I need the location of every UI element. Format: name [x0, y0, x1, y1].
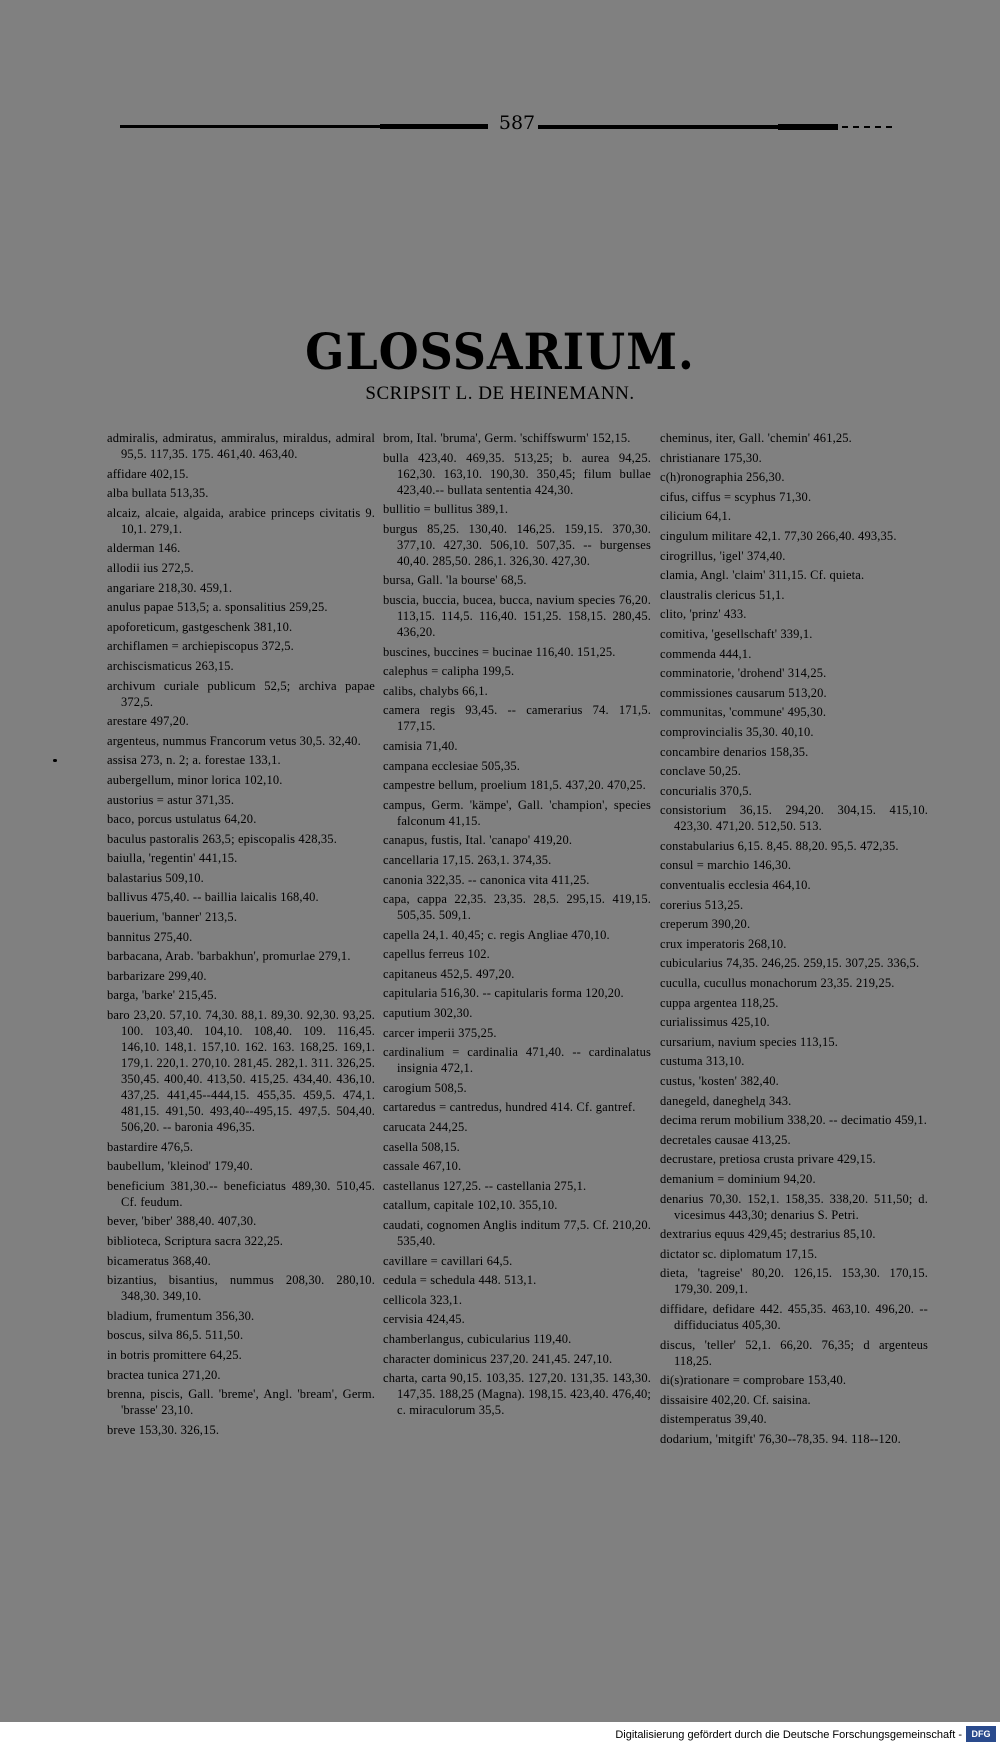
glossary-entry: christianare 175,30.: [660, 450, 762, 465]
glossary-entry: canapus, fustis, Ital. 'canapo' 419,20.: [383, 833, 573, 848]
glossary-entry: cartaredus = cantredus, hundred 414. Cf. gantref.: [383, 1100, 636, 1115]
glossary-entry: arestare 497,20.: [107, 714, 189, 729]
glossary-entry: bauerium, 'banner' 213,5.: [107, 910, 238, 925]
glossary-entry: comminatorie, 'drohend' 314,25.: [660, 666, 827, 681]
page-subtitle: SCRIPSIT L. DE HEINEMANN.: [365, 383, 635, 404]
glossary-entry: campestre bellum, proelium 181,5. 437,20. 470,25.: [383, 778, 646, 793]
glossary-entry: crux imperatoris 268,10.: [660, 936, 787, 951]
glossary-entry: barbarizare 299,40.: [107, 968, 207, 983]
glossary-entry: conclave 50,25.: [660, 764, 742, 779]
glossary-entry: brenna, piscis, Gall. 'breme', Angl. 'bream', Germ. 'brasse' 23,10.: [107, 1387, 375, 1418]
glossary-entry: bever, 'biber' 388,40. 407,30.: [107, 1214, 257, 1229]
glossary-entry: austorius = astur 371,35.: [107, 792, 235, 807]
glossary-entry: breve 153,30. 326,15.: [107, 1422, 220, 1437]
glossary-column-3: [660, 430, 928, 1451]
glossary-entry: c(h)ronographia 256,30.: [660, 470, 785, 485]
glossary-entry: baco, porcus ustulatus 64,20.: [107, 812, 257, 827]
glossary-entry: cancellaria 17,15. 263,1. 374,35.: [383, 852, 552, 867]
glossary-entry: cuculla, cucullus monachorum 23,35. 219,25.: [660, 976, 895, 991]
glossary-entry: carcer imperii 375,25.: [383, 1025, 497, 1040]
funding-notice: Digitalisierung gefördert durch die Deutsche Forschungsgemeinschaft -: [615, 1729, 962, 1741]
glossary-entry: campus, Germ. 'kämpe', Gall. 'champion', species falconum 41,15.: [383, 797, 651, 828]
glossary-entry: camisia 71,40.: [383, 738, 458, 753]
glossary-entry: communitas, 'commune' 495,30.: [660, 705, 827, 720]
glossary-entry: casella 508,15.: [383, 1139, 460, 1154]
glossary-entry: capellus ferreus 102.: [383, 947, 490, 962]
glossary-entry: diffidare, defidare 442. 455,35. 463,10. 496,20. -- diffiduciatus 405,30.: [660, 1301, 928, 1332]
glossary-entry: commenda 444,1.: [660, 646, 752, 661]
glossary-entry: charta, carta 90,15. 103,35. 127,20. 131,35. 143,30. 147,35. 188,25 (Magna). 198,15. 423,40. 476,40; c. miraculorum 35,5.: [383, 1371, 651, 1418]
glossary-entry: constabularius 6,15. 8,45. 88,20. 95,5. 472,35.: [660, 838, 899, 853]
glossary-entry: ballivus 475,40. -- baillia laicalis 168,40.: [107, 890, 319, 905]
rule-right: [538, 125, 838, 129]
glossary-entry: admiralis, admiratus, ammiralus, miraldus, admiral 95,5. 117,35. 175. 461,40. 463,40.: [107, 431, 375, 461]
glossary-entry: decima rerum mobilium 338,20. -- decimatio 459,1.: [660, 1113, 928, 1128]
page-number: 587: [498, 112, 536, 134]
glossary-entry: affidare 402,15.: [107, 466, 189, 481]
glossary-entry: balastarius 509,10.: [107, 870, 204, 885]
glossary-entry: alcaiz, alcaie, algaida, arabice princeps civitatis 9. 10,1. 279,1.: [107, 505, 375, 536]
glossary-entry: alba bullata 513,35.: [107, 486, 209, 501]
glossary-entry: consistorium 36,15. 294,20. 304,15. 415,10. 423,30. 471,20. 512,50. 513.: [660, 803, 928, 834]
glossary-entry: angariare 218,30. 459,1.: [107, 580, 233, 595]
glossary-entry: demanium = dominium 94,20.: [660, 1171, 816, 1186]
glossary-entry: cassale 467,10.: [383, 1159, 462, 1174]
glossary-entry: claustralis clericus 51,1.: [660, 587, 785, 602]
glossary-entry: alderman 146.: [107, 541, 181, 556]
glossary-entry: cirogrillus, 'igel' 374,40.: [660, 548, 786, 563]
glossary-entry: apoforeticum, gastgeschenk 381,10.: [107, 619, 293, 634]
glossary-entry: character dominicus 237,20. 241,45. 247,10.: [383, 1351, 613, 1366]
glossary-entry: di(s)rationare = comprobare 153,40.: [660, 1373, 847, 1388]
glossary-entry: bicameratus 368,40.: [107, 1253, 211, 1268]
glossary-entry: capella 24,1. 40,45; c. regis Angliae 470,10.: [383, 927, 610, 942]
glossary-entry: dodarium, 'mitgift' 76,30--78,35. 94. 118--120.: [660, 1431, 901, 1446]
glossary-entry: baro 23,20. 57,10. 74,30. 88,1. 89,30. 92,30. 93,25. 100. 103,40. 104,10. 108,40. 109. 116,45. 146,10. 148,1. 157,10. 162. 163. 168,25. 169,1. 179,1. 220,1. 270,10. 281,45. 282,1. 311. 326,25. 350,45. 400,40. 413,50. 415,25. 434,40. 436,10. 437,25. 441,45--444,15. 455,35. 459,5. 474,1. 481,15. 491,50. 493,40--495,15. 497,5. 504,40. 506,20. -- baronia 496,35.: [107, 1008, 375, 1135]
glossary-entry: chamberlangus, cubicularius 119,40.: [383, 1331, 572, 1346]
glossary-entry: catallum, capitale 102,10. 355,10.: [383, 1198, 558, 1213]
glossary-entry: concambire denarios 158,35.: [660, 744, 809, 759]
glossary-entry: dieta, 'tagreise' 80,20. 126,15. 153,30. 170,15. 179,30. 209,1.: [660, 1266, 928, 1297]
dfg-logo: DFG: [966, 1726, 996, 1742]
glossary-entry: beneficium 381,30.-- beneficiatus 489,30. 510,45. Cf. feudum.: [107, 1178, 375, 1209]
glossary-entry: denarius 70,30. 152,1. 158,35. 338,20. 511,50; d. vicesimus 443,30; denarius S. Petri.: [660, 1191, 928, 1222]
glossary-entry: cingulum militare 42,1. 77,30 266,40. 493,35.: [660, 528, 897, 543]
page-title: GLOSSARIUM.: [305, 322, 695, 381]
glossary-entry: cursarium, navium species 113,15.: [660, 1034, 839, 1049]
glossary-entry: commissiones causarum 513,20.: [660, 685, 827, 700]
glossary-entry: archivum curiale publicum 52,5; archiva papae 372,5.: [107, 678, 375, 709]
glossary-entry: concurialis 370,5.: [660, 783, 752, 798]
glossary-entry: bullitio = bullitus 389,1.: [383, 502, 509, 517]
glossary-entry: boscus, silva 86,5. 511,50.: [107, 1328, 244, 1343]
glossary-entry: burgus 85,25. 130,40. 146,25. 159,15. 370,30. 377,10. 427,30. 506,10. 507,35. -- burgenses 40,40. 285,50. 286,1. 326,30. 427,30.: [383, 521, 651, 568]
glossary-entry: bastardire 476,5.: [107, 1139, 194, 1154]
header-rule: [120, 112, 920, 140]
glossary-entry: dictator sc. diplomatum 17,15.: [660, 1246, 818, 1261]
rule-left: [120, 125, 488, 128]
glossary-entry: clito, 'prinz' 433.: [660, 607, 747, 622]
glossary-entry: clamia, Angl. 'claim' 311,15. Cf. quieta.: [660, 568, 865, 583]
glossary-column-2: [383, 430, 651, 1422]
glossary-entry: bursa, Gall. 'la bourse' 68,5.: [383, 573, 527, 588]
glossary-entry: buscia, buccia, bucea, bucca, navium species 76,20. 113,15. 114,5. 116,40. 151,25. 158,15. 280,45. 436,20.: [383, 592, 651, 639]
glossary-entry: archiscismaticus 263,15.: [107, 658, 234, 673]
glossary-entry: brom, Ital. 'bruma', Germ. 'schiffswurm' 152,15.: [383, 431, 631, 445]
glossary-entry: buscines, buccines = bucinae 116,40. 151,25.: [383, 644, 616, 659]
glossary-entry: bulla 423,40. 469,35. 513,25; b. aurea 94,25. 162,30. 163,10. 190,30. 350,45; filum bullae 423,40.-- bullata sententia 424,30.: [383, 450, 651, 497]
glossary-entry: decretales causae 413,25.: [660, 1132, 791, 1147]
rule-dashes: [842, 126, 892, 128]
glossary-entry: calibs, chalybs 66,1.: [383, 683, 488, 698]
glossary-entry: in botris promittere 64,25.: [107, 1347, 242, 1362]
glossary-entry: cilicium 64,1.: [660, 509, 732, 524]
glossary-entry: caputium 302,30.: [383, 1006, 473, 1021]
glossary-entry: carucata 244,25.: [383, 1120, 468, 1135]
glossary-entry: assisa 273, n. 2; a. forestae 133,1.: [107, 753, 281, 768]
glossary-entry: cubicularius 74,35. 246,25. 259,15. 307,25. 336,5.: [660, 956, 920, 971]
glossary-entry: barga, 'barke' 215,45.: [107, 988, 217, 1003]
glossary-entry: castellanus 127,25. -- castellania 275,1.: [383, 1178, 587, 1193]
glossary-entry: caudati, cognomen Anglis inditum 77,5. Cf. 210,20. 535,40.: [383, 1218, 651, 1248]
glossary-entry: distemperatus 39,40.: [660, 1412, 767, 1427]
glossary-entry: creperum 390,20.: [660, 917, 751, 932]
glossary-entry: baubellum, 'kleinod' 179,40.: [107, 1159, 253, 1174]
glossary-entry: discus, 'teller' 52,1. 66,20. 76,35; d argenteus 118,25.: [660, 1337, 928, 1368]
glossary-entry: cuppa argentea 118,25.: [660, 995, 779, 1010]
glossary-entry: capitaneus 452,5. 497,20.: [383, 966, 515, 981]
glossary-entry: aubergellum, minor lorica 102,10.: [107, 772, 283, 787]
glossary-entry: bizantius, bisantius, nummus 208,30. 280,10. 348,30. 349,10.: [107, 1273, 375, 1304]
glossary-entry: capa, cappa 22,35. 23,35. 28,5. 295,15. 419,15. 505,35. 509,1.: [383, 892, 651, 923]
glossary-entry: biblioteca, Scriptura sacra 322,25.: [107, 1234, 284, 1248]
glossary-entry: custuma 313,10.: [660, 1054, 745, 1069]
glossary-entry: decrustare, pretiosa crusta privare 429,15.: [660, 1152, 876, 1167]
glossary-entry: bractea tunica 271,20.: [107, 1367, 221, 1382]
glossary-entry: campana ecclesiae 505,35.: [383, 758, 521, 773]
margin-mark: [53, 759, 57, 762]
glossary-entry: barbacana, Arab. 'barbakhun', promurlae 279,1.: [107, 949, 351, 964]
glossary-entry: argenteus, nummus Francorum vetus 30,5. 32,40.: [107, 733, 361, 748]
glossary-entry: bladium, frumentum 356,30.: [107, 1308, 255, 1323]
glossary-column-1: [107, 430, 375, 1441]
glossary-entry: custus, 'kosten' 382,40.: [660, 1074, 779, 1088]
glossary-entry: cardinalium = cardinalia 471,40. -- cardinalatus insignia 472,1.: [383, 1045, 651, 1076]
glossary-entry: calephus = calipha 199,5.: [383, 664, 515, 679]
glossary-entry: cifus, ciffus = scyphus 71,30.: [660, 489, 812, 504]
glossary-entry: conventualis ecclesia 464,10.: [660, 878, 811, 893]
glossary-entry: danegeld, daneghelд 343.: [660, 1093, 792, 1108]
glossary-entry: cedula = schedula 448. 513,1.: [383, 1273, 537, 1288]
glossary-entry: comprovincialis 35,30. 40,10.: [660, 724, 814, 739]
glossary-entry: cheminus, iter, Gall. 'chemin' 461,25.: [660, 431, 852, 445]
glossary-entry: comitiva, 'gesellschaft' 339,1.: [660, 626, 813, 641]
glossary-entry: corerius 513,25.: [660, 897, 744, 912]
glossary-entry: baculus pastoralis 263,5; episcopalis 428,35.: [107, 831, 337, 846]
glossary-entry: archiflamen = archiepiscopus 372,5.: [107, 639, 294, 654]
glossary-entry: canonia 322,35. -- canonica vita 411,25.: [383, 872, 590, 887]
glossary-entry: consul = marchio 146,30.: [660, 858, 792, 873]
glossary-entry: anulus papae 513,5; a. sponsalitius 259,25.: [107, 600, 328, 615]
footer-bar: [0, 1722, 1000, 1747]
glossary-entry: bannitus 275,40.: [107, 929, 193, 944]
glossary-entry: carogium 508,5.: [383, 1080, 467, 1095]
glossary-entry: cellicola 323,1.: [383, 1292, 463, 1307]
glossary-entry: dextrarius equus 429,45; destrarius 85,10.: [660, 1227, 876, 1242]
glossary-entry: capitularia 516,30. -- capitularis forma 120,20.: [383, 986, 624, 1001]
glossary-entry: baiulla, 'regentin' 441,15.: [107, 851, 238, 866]
glossary-entry: cervisia 424,45.: [383, 1312, 465, 1327]
glossary-entry: allodii ius 272,5.: [107, 560, 194, 575]
glossary-entry: curialissimus 425,10.: [660, 1015, 770, 1030]
glossary-entry: camera regis 93,45. -- camerarius 74. 171,5. 177,15.: [383, 703, 651, 734]
glossary-entry: dissaisire 402,20. Cf. saisina.: [660, 1392, 811, 1407]
glossary-entry: cavillare = cavillari 64,5.: [383, 1253, 513, 1268]
